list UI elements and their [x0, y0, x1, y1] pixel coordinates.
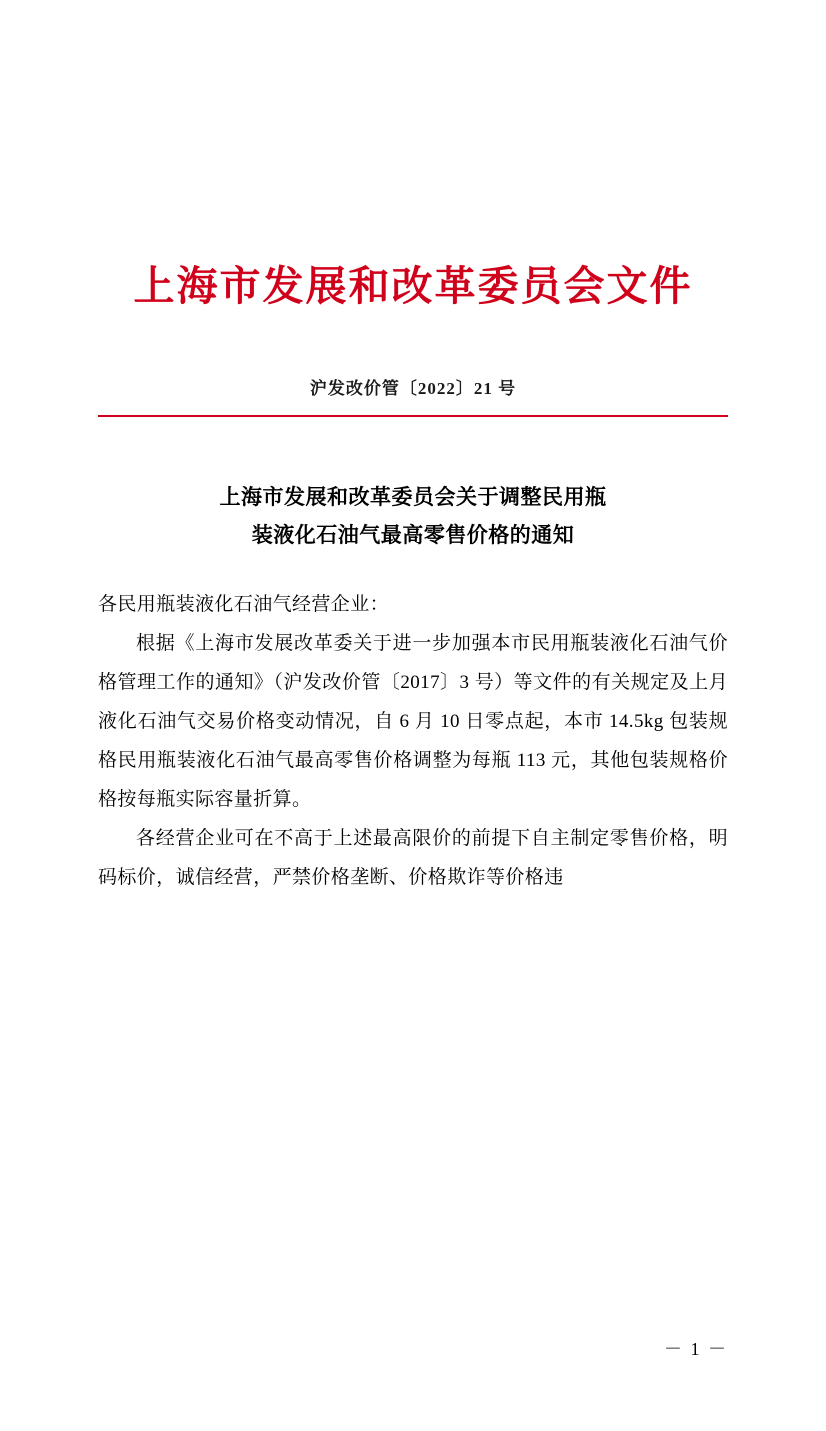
body-paragraph-2: 各经营企业可在不高于上述最高限价的前提下自主制定零售价格，明码标价，诚信经营，严禁价格垄断、价格欺诈等价格违: [98, 827, 728, 888]
document-masthead-title: 上海市发展和改革委员会文件: [133, 262, 693, 310]
document-page: [0, 262, 826, 1431]
page-number: － 1 －: [664, 1339, 728, 1359]
document-number: 沪发改价管〔2022〕21 号: [309, 379, 517, 399]
page-title: [98, 479, 728, 554]
red-horizontal-rule: [98, 415, 728, 417]
document-body: [98, 586, 728, 898]
body-paragraph-1: 根据《上海市发展改革委关于进一步加强本市民用瓶装液化石油气价格管理工作的通知》（沪发改价管〔2017〕3 号）等文件的有关规定及上月液化石油气交易价格变动情况，自 6 月 10 日零点起，本市 14.5kg 包装规格民用瓶装液化石油气最高零售价格调整为每瓶 113 元，其他包装规格价格按每瓶实际容量折算。: [98, 632, 728, 810]
page-title-line-1: 上海市发展和改革委员会关于调整民用瓶: [219, 485, 607, 510]
page-title-line-2: 装液化石油气最高零售价格的通知: [251, 522, 575, 547]
salutation: 各民用瓶装液化石油气经营企业：: [98, 593, 390, 615]
